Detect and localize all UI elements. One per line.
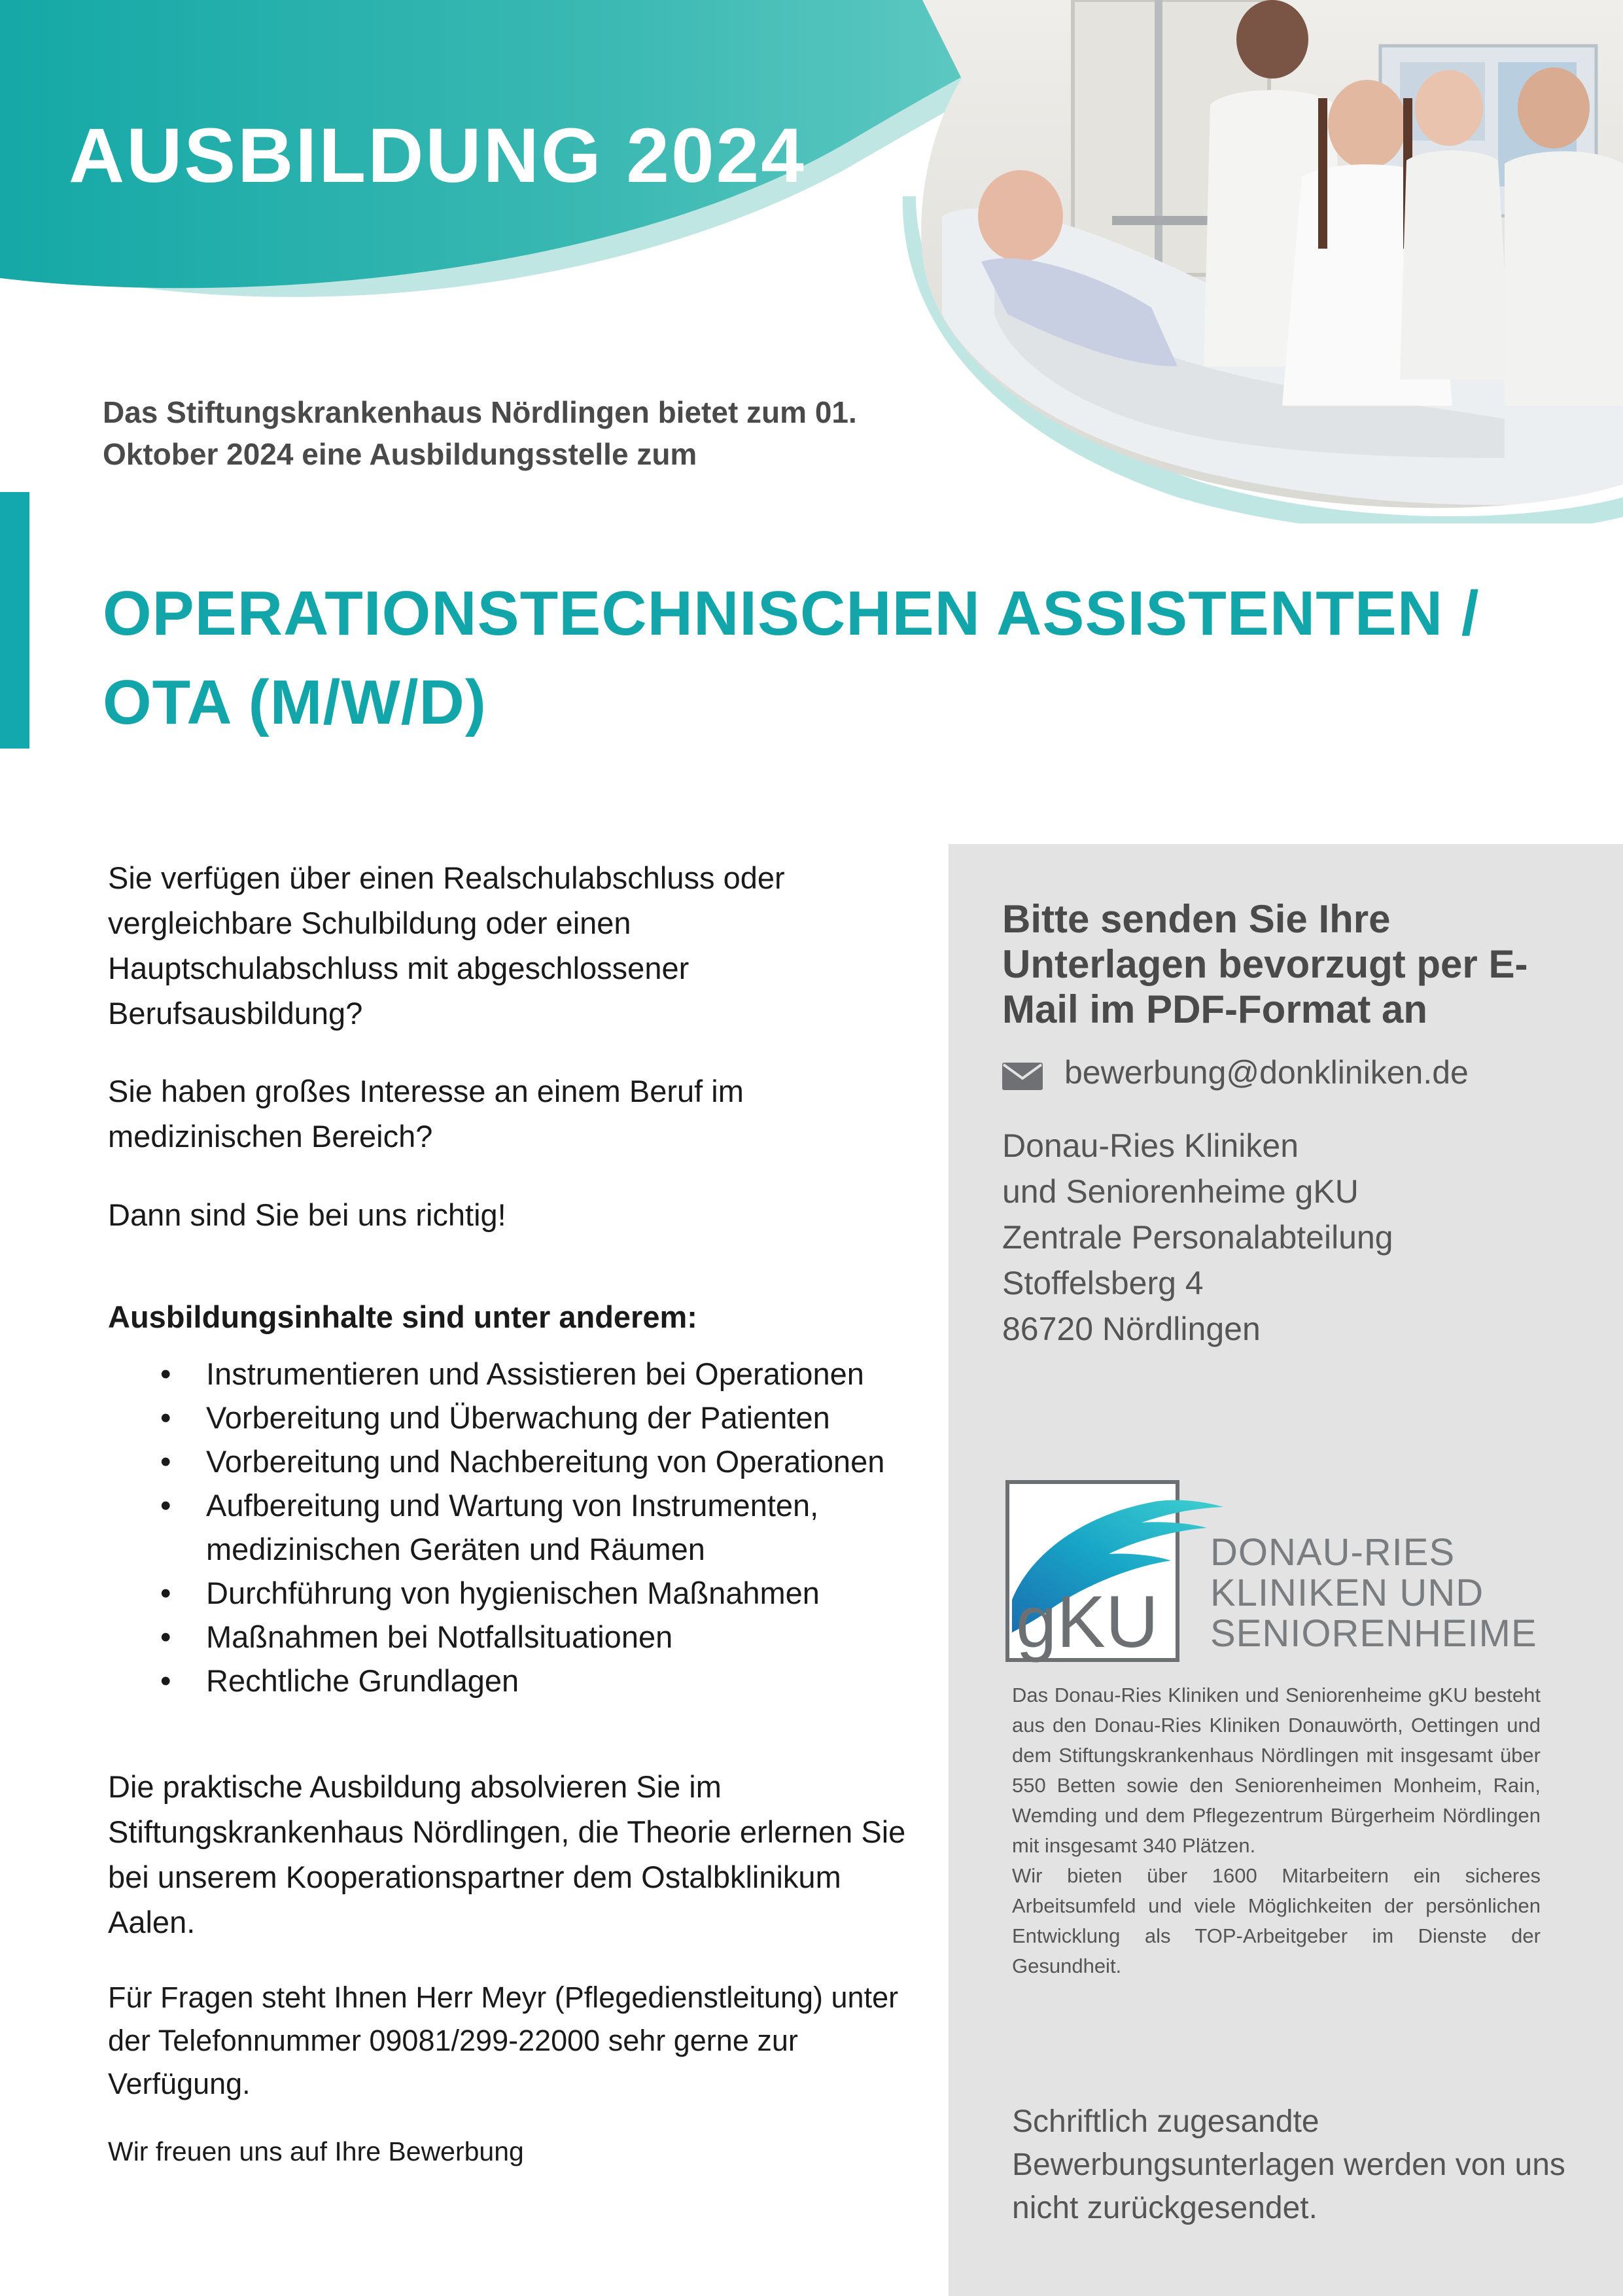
requirements-interest: Sie haben großes Interesse an einem Beruf im medizinischen Bereich? [108,1074,744,1154]
questions-text: Für Fragen steht Ihnen Herr Meyr (Pflegedienstleitung) unter der Telefonnummer 09081/299-22000 sehr gerne zur Verfügung. [108,1981,899,2100]
contents-heading: Ausbildungsinhalte sind unter anderem: [108,1299,697,1334]
list-item: • Rechtliche Grundlagen [108,1659,958,1703]
logo-name-line: SENIORENHEIME [1210,1612,1537,1655]
about-paragraph: Wir bieten über 1600 Mitarbeitern ein sicheres Arbeitsumfeld und viele Möglichkeiten der persönlichen Entwicklung als TOP-Arbeitgeber im Dienste der Gesundheit. [1012,1864,1541,1977]
address-line: Donau-Ries Kliniken [1002,1127,1299,1164]
address-line: und Seniorenheime gKU [1002,1173,1359,1210]
list-item: • Vorbereitung und Nachbereitung von Operationen [108,1439,958,1483]
about-paragraph: Das Donau-Ries Kliniken und Seniorenheime gKU besteht aus den Donau-Ries Kliniken Donauwörth, Oettingen und dem Stiftungskrankenhaus Nördlingen mit insgesamt über 550 Betten sowie den Seniorenheimen Monheim, Rain, Wemding und dem Pflegezentrum Bürgerheim Nördlingen mit insgesamt 340 Plätzen. [1012,1684,1541,1857]
logo-name-line: DONAU-RIES [1210,1531,1456,1574]
list-item: • Durchführung von hygienischen Maßnahmen [108,1571,958,1615]
list-item: • Aufbereitung und Wartung von Instrumenten, medizinischen Geräten und Räumen [108,1483,958,1571]
list-item: • Vorbereitung und Überwachung der Patienten [108,1396,958,1439]
address-line: Zentrale Personalabteilung [1002,1219,1393,1256]
list-item: • Instrumentieren und Assistieren bei Operationen [108,1352,958,1396]
logo-name [1210,1532,1537,1654]
practical-training-text: Die praktische Ausbildung absolvieren Sie im Stiftungskrankenhaus Nördlingen, die Theorie erlernen Sie bei unserem Kooperationspartner dem Ostalbklinikum Aalen. [108,1769,906,1939]
accent-bar [0,492,29,749]
logo-mark: gKU [1016,1581,1159,1663]
address-line: Stoffelsberg 4 [1002,1265,1204,1301]
list-item: • Maßnahmen bei Notfallsituationen [108,1615,958,1659]
intro-text: Das Stiftungskrankenhaus Nördlingen bietet zum 01. Oktober 2024 eine Ausbildungsstelle zum [103,395,857,471]
application-heading: Bitte senden Sie Ihre Unterlagen bevorzugt per E-Mail im PDF-Format an [1002,897,1528,1031]
returned-note: Schriftlich zugesandte Bewerbungsunterlagen werden von uns nicht zurückgesendet. [1012,2104,1565,2225]
postal-address [1002,1123,1591,1352]
email-link[interactable]: bewerbung@donkliniken.de [1064,1054,1469,1091]
requirements-education: Sie verfügen über einen Realschulabschluss oder vergleichbare Schulbildung oder einen Hauptschulabschluss mit abgeschlossener Berufsausbildung? [108,860,785,1031]
closing-text: Wir freuen uns auf Ihre Bewerbung [108,2136,524,2166]
job-title: OPERATIONSTECHNISCHEN ASSISTENTEN / OTA (M/W/D) [103,578,1480,737]
requirements-right-place: Dann sind Sie bei uns richtig! [108,1197,506,1232]
address-line: 86720 Nördlingen [1002,1311,1261,1347]
contents-list [108,1352,958,1703]
about-text [1012,1680,1541,1981]
header-title: AUSBILDUNG 2024 [69,113,806,199]
mail-icon [1002,1063,1043,1090]
logo-name-line: KLINIKEN UND [1210,1572,1484,1614]
